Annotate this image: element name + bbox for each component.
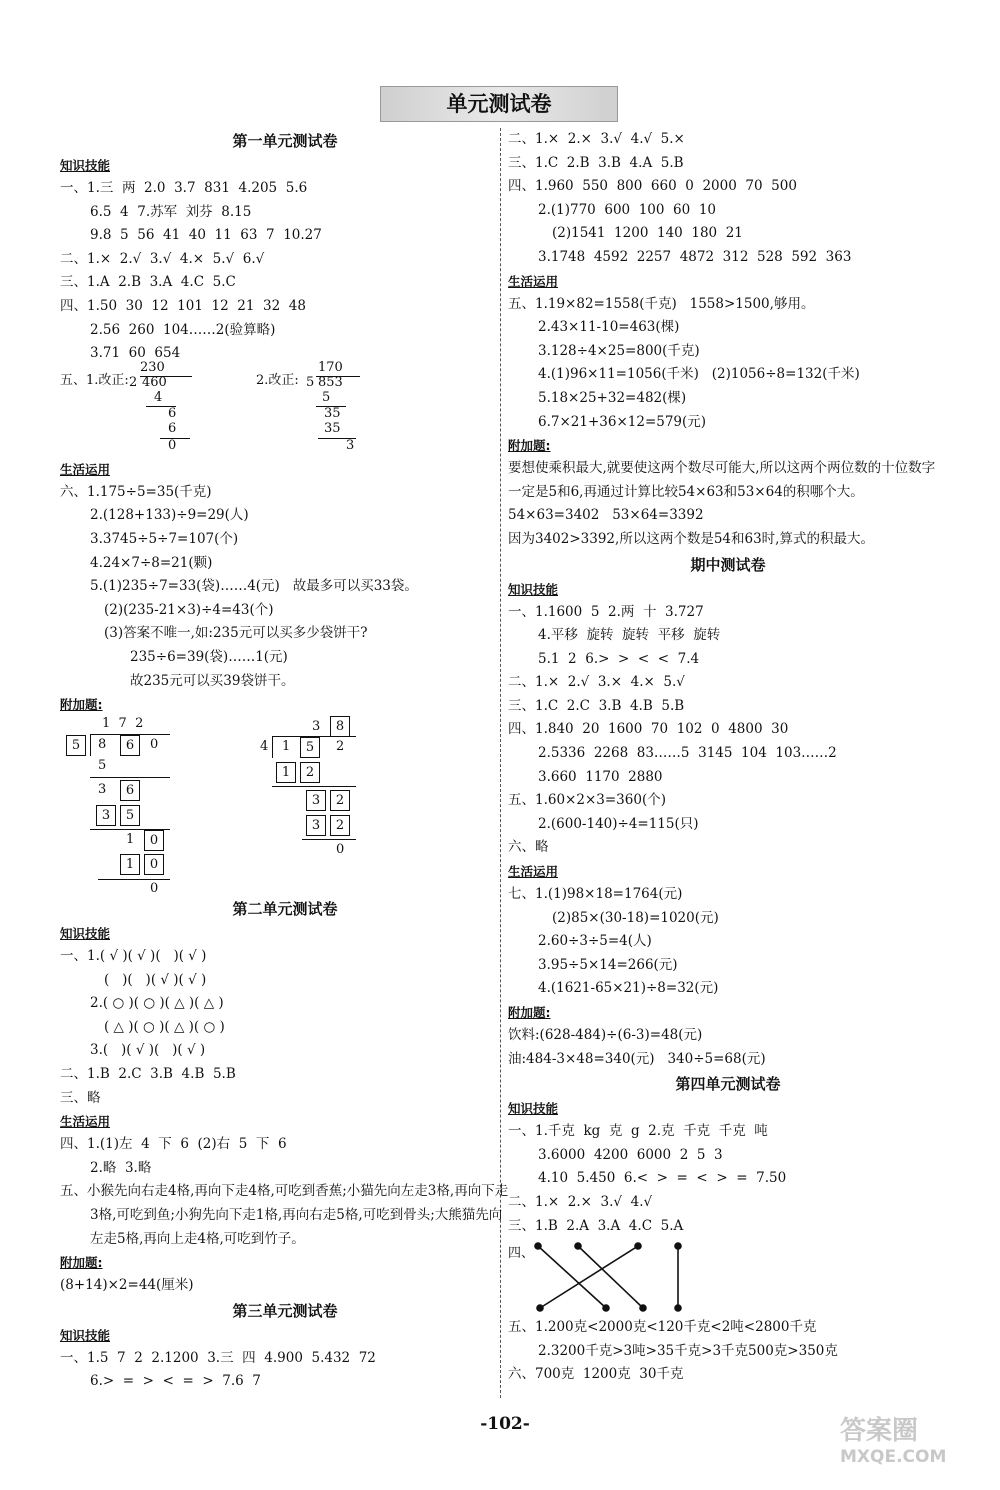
answer-line: 6.5 4 7.苏军 刘芬 8.15 <box>90 203 252 220</box>
digit-box: 1 <box>276 762 296 783</box>
section-label: 生活运用 <box>508 864 559 880</box>
answer-line: ( )( )( √ )( √ ) <box>104 971 207 988</box>
answer-line: 2.60÷3÷5=4(人) <box>538 933 652 950</box>
digit-box: 6 <box>120 780 140 801</box>
right-column <box>508 128 948 1387</box>
answer-line: 二、1.× 2.√ 3.√ 4.× 5.√ 6.√ <box>60 250 265 267</box>
remainder: 0 <box>150 881 159 897</box>
matching-diagram <box>508 1238 948 1316</box>
answer-line: 2.43×11-10=463(棵) <box>538 319 680 336</box>
left-column <box>60 128 510 1394</box>
answer-line: 油:484-3×48=340(元) 340÷5=68(元) <box>508 1050 766 1067</box>
watermark-site: MXQE.COM <box>840 1447 947 1467</box>
rule <box>90 777 170 778</box>
digit-box: 3 <box>306 790 326 811</box>
section-label: 知识技能 <box>508 1101 559 1117</box>
remainder: 35 <box>324 405 341 421</box>
rule <box>272 786 356 787</box>
answer-line: 三、1.A 2.B 3.A 4.C 5.C <box>60 274 236 291</box>
quotient: 1 7 2 <box>102 716 144 732</box>
subtrahend: 5 <box>98 758 107 774</box>
answer-line: 二、1.× 2.× 3.√ 4.√ <box>508 1193 653 1210</box>
rule <box>98 879 170 880</box>
quotient: 230 <box>140 359 165 375</box>
dividend-digit: 1 <box>282 739 291 755</box>
answer-line: 3.660 1170 2880 <box>538 768 663 785</box>
answer-line: 五、1.200克<2000克<120千克<2吨<2800千克 <box>508 1319 817 1336</box>
divisor: 5 <box>306 374 315 390</box>
division-bracket <box>272 736 273 758</box>
answer-line: 3.128÷4×25=800(千克) <box>538 342 700 359</box>
section-label: 知识技能 <box>60 1327 111 1343</box>
digit-box: 2 <box>300 762 320 783</box>
digit-box: 8 <box>330 716 350 737</box>
dividend: 460 <box>142 374 167 390</box>
watermark-logo <box>840 1410 1000 1490</box>
digit-box: 6 <box>120 735 140 756</box>
answer-line: 二、1.B 2.C 3.B 4.B 5.B <box>60 1066 236 1083</box>
answer-line: (2)1541 1200 140 180 21 <box>552 225 743 242</box>
remainder-digit: 1 <box>126 832 135 848</box>
answer-line: 3.( )( √ )( )( √ ) <box>90 1042 206 1059</box>
long-division-corrections <box>60 359 510 458</box>
dividend-digit: 8 <box>98 737 107 753</box>
answer-line: 一、1.三 两 2.0 3.7 831 4.205 5.6 <box>60 180 308 196</box>
digit-box: 2 <box>330 790 350 811</box>
answer-line: 5.(1)235÷7=33(袋)……4(元) 故最多可以买33袋。 <box>90 578 418 595</box>
answer-line: 2.(600-140)÷4=115(只) <box>538 815 699 832</box>
answer-line: 四、1.(1)左 4 下 6 (2)右 5 下 6 <box>60 1136 287 1153</box>
dividend-digit: 0 <box>150 737 159 753</box>
answer-line: 一、1.千克 kg 克 g 2.克 千克 千克 吨 <box>508 1123 768 1140</box>
quotient: 170 <box>318 359 343 375</box>
answer-line: 三、1.B 2.A 3.A 4.C 5.A <box>508 1217 684 1234</box>
remainder: 0 <box>168 437 177 453</box>
answer-line: 二、1.× 2.× 3.√ 4.√ 5.× <box>508 131 685 147</box>
midterm-title: 期中测试卷 <box>690 555 766 574</box>
answer-line: 七、1.(1)98×18=1764(元) <box>508 886 683 903</box>
answer-line: 3.6000 4200 6000 2 5 3 <box>538 1146 723 1163</box>
answer-line: 四、1.50 30 12 101 12 21 32 48 <box>60 297 306 314</box>
answer-line: 9.8 5 56 41 40 11 63 7 10.27 <box>90 227 322 244</box>
digit-box: 1 <box>120 854 140 875</box>
answer-line: 3.1748 4592 2257 4872 312 528 592 363 <box>538 248 852 265</box>
divisor: 4 <box>260 739 269 755</box>
answer-line: 三、1.C 2.C 3.B 4.B 5.B <box>508 697 685 714</box>
answer-line: 一、1.1600 5 2.两 十 3.727 <box>508 603 704 620</box>
divisor: 2 <box>129 374 138 390</box>
answer-line: 2.5336 2268 83……5 3145 104 103……2 <box>538 745 837 762</box>
section-label: 知识技能 <box>60 158 111 173</box>
bonus-division-puzzles <box>60 716 510 896</box>
dividend: 853 <box>318 374 343 390</box>
answer-line: 4.平移 旋转 旋转 平移 旋转 <box>538 627 721 644</box>
answer-line: 三、1.C 2.B 3.B 4.A 5.B <box>508 154 684 171</box>
section-label: 生活运用 <box>508 273 559 289</box>
answer-line: 五、1.19×82=1558(千克) 1558>1500,够用。 <box>508 295 815 312</box>
answer-line: 六、700克 1200克 30千克 <box>508 1366 684 1383</box>
division-bracket <box>90 734 91 756</box>
question-label: 四、 <box>508 1246 535 1262</box>
subtrahend: 35 <box>324 420 341 436</box>
answer-line: 3.3745÷5÷7=107(个) <box>90 530 239 547</box>
answer-line: 3.71 60 654 <box>90 345 181 362</box>
watermark-text: 答案圈 <box>840 1416 919 1446</box>
answer-line: 2.( ○ )( ○ )( △ )( △ ) <box>90 995 224 1012</box>
unit3-title: 第三单元测试卷 <box>232 1301 338 1320</box>
answer-line: 2.(1)770 600 100 60 10 <box>538 201 716 218</box>
answer-line: (3)答案不唯一,如:235元可以买多少袋饼干? <box>104 625 368 642</box>
section-label: 附加题: <box>60 1255 103 1271</box>
digit-box: 5 <box>120 805 140 826</box>
answer-line: 4.(1621-65×21)÷8=32(元) <box>538 980 719 997</box>
remainder: 0 <box>336 842 345 858</box>
remainder: 3 <box>346 437 355 453</box>
answer-line: 2.56 260 104……2(验算略) <box>90 321 276 338</box>
digit-box: 0 <box>144 854 164 875</box>
answer-paragraph: 要想使乘积最大,就要使这两个数尽可能大,所以这两个两位数的十位数字一定是5和6,再通过计算比较54×63和53×64的积哪个大。 <box>508 460 936 500</box>
unit2-title: 第二单元测试卷 <box>232 900 338 919</box>
answer-line: 3.95÷5×14=266(元) <box>538 956 678 973</box>
remainder: 6 <box>168 405 177 421</box>
answer-line: 4.10 5.450 6.< > = < > = 7.50 <box>538 1170 787 1187</box>
answer-line: 6.7×21+36×12=579(元) <box>538 413 707 430</box>
page-number: -102- <box>480 1414 530 1434</box>
section-label: 知识技能 <box>508 581 559 597</box>
answer-line: 一、1.5 7 2 2.1200 3.三 四 4.900 5.432 72 <box>60 1349 376 1366</box>
answer-line: 5.1 2 6.> > < < 7.4 <box>538 650 700 667</box>
correction-label-2: 2.改正: <box>256 372 299 388</box>
dividend-digit: 2 <box>336 739 345 755</box>
quotient-digit: 3 <box>312 719 321 735</box>
answer-line: 三、略 <box>60 1089 101 1106</box>
answer-line: 五、1.60×2×3=360(个) <box>508 792 666 809</box>
answer-line: 4.(1)96×11=1056(千米) (2)1056÷8=132(千米) <box>538 366 860 383</box>
answer-line: 5.18×25+32=482(棵) <box>538 389 687 406</box>
section-banner: 单元测试卷 <box>380 86 618 122</box>
section-label: 附加题: <box>60 697 103 713</box>
section-label: 生活运用 <box>60 461 111 477</box>
digit-box: 5 <box>66 735 86 756</box>
answer-line: (2)85×(30-18)=1020(元) <box>552 909 719 926</box>
section-label: 附加题: <box>508 1005 551 1020</box>
remainder-digit: 3 <box>98 782 107 798</box>
answer-line: 二、1.× 2.√ 3.× 4.× 5.√ <box>508 674 685 691</box>
answer-line: 6.> = > < = > 7.6 7 <box>90 1373 261 1390</box>
answer-line: (2)(235-21×3)÷4=43(个) <box>104 601 274 618</box>
answer-line: 因为3402>3392,所以这两个数是54和63时,算式的积最大。 <box>508 530 874 547</box>
section-label: 附加题: <box>508 438 551 454</box>
answer-line: ( △ )( ○ )( △ )( ○ ) <box>104 1018 225 1035</box>
answer-line: 235÷6=39(袋)……1(元) <box>130 648 288 665</box>
matching-lines <box>528 1238 728 1316</box>
answer-line: 故235元可以买39袋饼干。 <box>130 672 295 689</box>
answer-line: 54×63=3402 53×64=3392 <box>508 507 704 524</box>
digit-box: 3 <box>96 805 116 826</box>
digit-box: 5 <box>300 737 320 758</box>
answer-line: 2.略 3.略 <box>90 1159 152 1176</box>
correction-label-1: 五、1.改正: <box>60 372 129 388</box>
digit-box: 0 <box>144 830 164 851</box>
rule <box>302 839 356 840</box>
subtrahend: 4 <box>154 389 163 405</box>
answer-line: 2.(128+133)÷9=29(人) <box>90 507 249 524</box>
answer-line: 六、1.175÷5=35(千克) <box>60 483 212 500</box>
answer-line: 4.24×7÷8=21(颗) <box>90 554 213 571</box>
answer-line: 六、略 <box>508 839 549 856</box>
answer-line: 一、1.( √ )( √ )( )( √ ) <box>60 948 207 965</box>
answer-line: 四、1.840 20 1600 70 102 0 4800 30 <box>508 721 789 738</box>
digit-box: 2 <box>330 815 350 836</box>
unit4-title: 第四单元测试卷 <box>675 1075 781 1094</box>
digit-box: 3 <box>306 815 326 836</box>
section-label: 知识技能 <box>60 926 111 942</box>
answer-line: 饮料:(628-484)÷(6-3)=48(元) <box>508 1027 703 1043</box>
subtrahend: 5 <box>322 389 331 405</box>
section-label: 生活运用 <box>60 1114 111 1130</box>
answer-line: 四、1.960 550 800 660 0 2000 70 500 <box>508 178 797 195</box>
subtrahend: 6 <box>168 420 177 436</box>
answer-line: (8+14)×2=44(厘米) <box>60 1277 194 1294</box>
answer-paragraph: 五、小猴先向右走4格,再向下走4格,可吃到香蕉;小猫先向左走3格,再向下走3格,可吃到鱼;小狗先向下走1格,再向右走5格,可吃到骨头;大熊猫先向左走5格,再向上走4格,可吃到竹子。 <box>60 1183 509 1247</box>
answer-line: 2.3200千克>3吨>35千克>3千克500克>350克 <box>538 1342 838 1359</box>
unit1-title: 第一单元测试卷 <box>232 132 338 150</box>
